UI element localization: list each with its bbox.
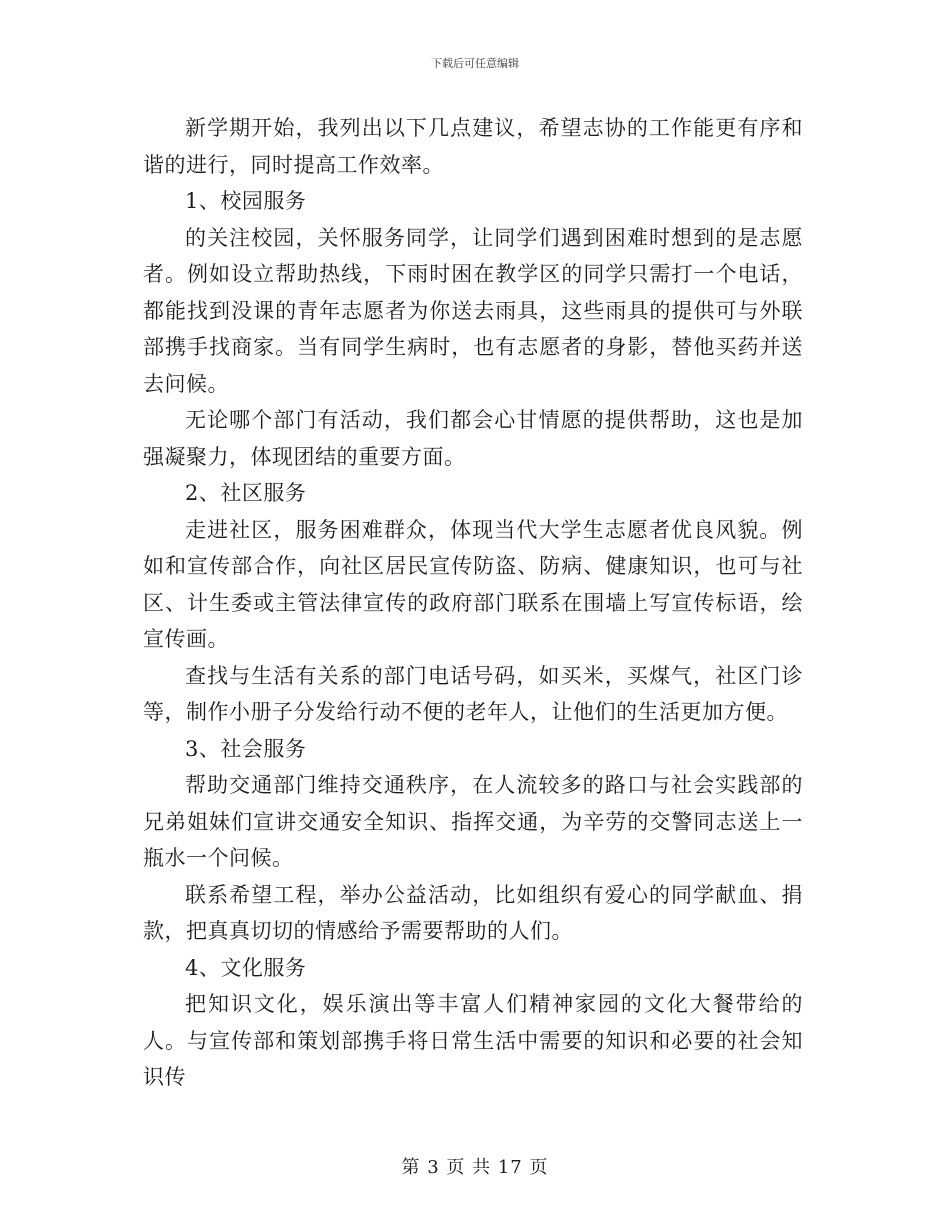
- section-heading-community-service: 2、社区服务: [185, 481, 307, 505]
- header-note: 下载后可任意编辑: [431, 57, 519, 70]
- paragraph-charity: 联系希望工程，举办公益活动，比如组织有爱心的同学献血、捐款，把真真切切的情感给予需要帮助的人们。: [143, 882, 803, 943]
- document-body: [143, 110, 803, 1096]
- section-heading-campus-service: 1、校园服务: [185, 189, 307, 213]
- paragraph-department-support: 无论哪个部门有活动，我们都会心甘情愿的提供帮助，这也是加强凝聚力，体现团结的重要方面。: [143, 408, 803, 469]
- paragraph-campus-service: 的关注校园，关怀服务同学，让同学们遇到困难时想到的是志愿者。例如设立帮助热线，下雨时困在教学区的同学只需打一个电话，都能找到没课的青年志愿者为你送去雨具，这些雨具的提供可与外联部携手找商家。当有同学生病时，也有志愿者的身影，替他买药并送去问候。: [143, 225, 803, 396]
- section-heading-social-service: 3、社会服务: [185, 736, 307, 761]
- page-number: 第 3 页 共 17 页: [401, 1157, 549, 1178]
- paragraph-culture-service: 把知识文化，娱乐演出等丰富人们精神家园的文化大餐带给的人。与宣传部和策划部携手将日常生活中需要的知识和必要的社会知识传: [143, 992, 803, 1089]
- paragraph-intro: 新学期开始，我列出以下几点建议，希望志协的工作能更有序和谐的进行，同时提高工作效率。: [143, 116, 803, 177]
- paragraph-traffic-help: 帮助交通部门维持交通秩序，在人流较多的路口与社会实践部的兄弟姐妹们宣讲交通安全知识、指挥交通，为辛劳的交警同志送上一瓶水一个问候。: [143, 773, 803, 870]
- paragraph-phone-booklet: 查找与生活有关系的部门电话号码，如买米，买煤气，社区门诊等，制作小册子分发给行动不便的老年人，让他们的生活更加方便。: [143, 663, 803, 724]
- paragraph-community-service: 走进社区，服务困难群众，体现当代大学生志愿者优良风貌。例如和宣传部合作，向社区居民宣传防盗、防病、健康知识，也可与社区、计生委或主管法律宣传的政府部门联系在围墙上写宣传标语，绘宣传画。: [143, 517, 803, 651]
- section-heading-culture-service: 4、文化服务: [185, 955, 307, 980]
